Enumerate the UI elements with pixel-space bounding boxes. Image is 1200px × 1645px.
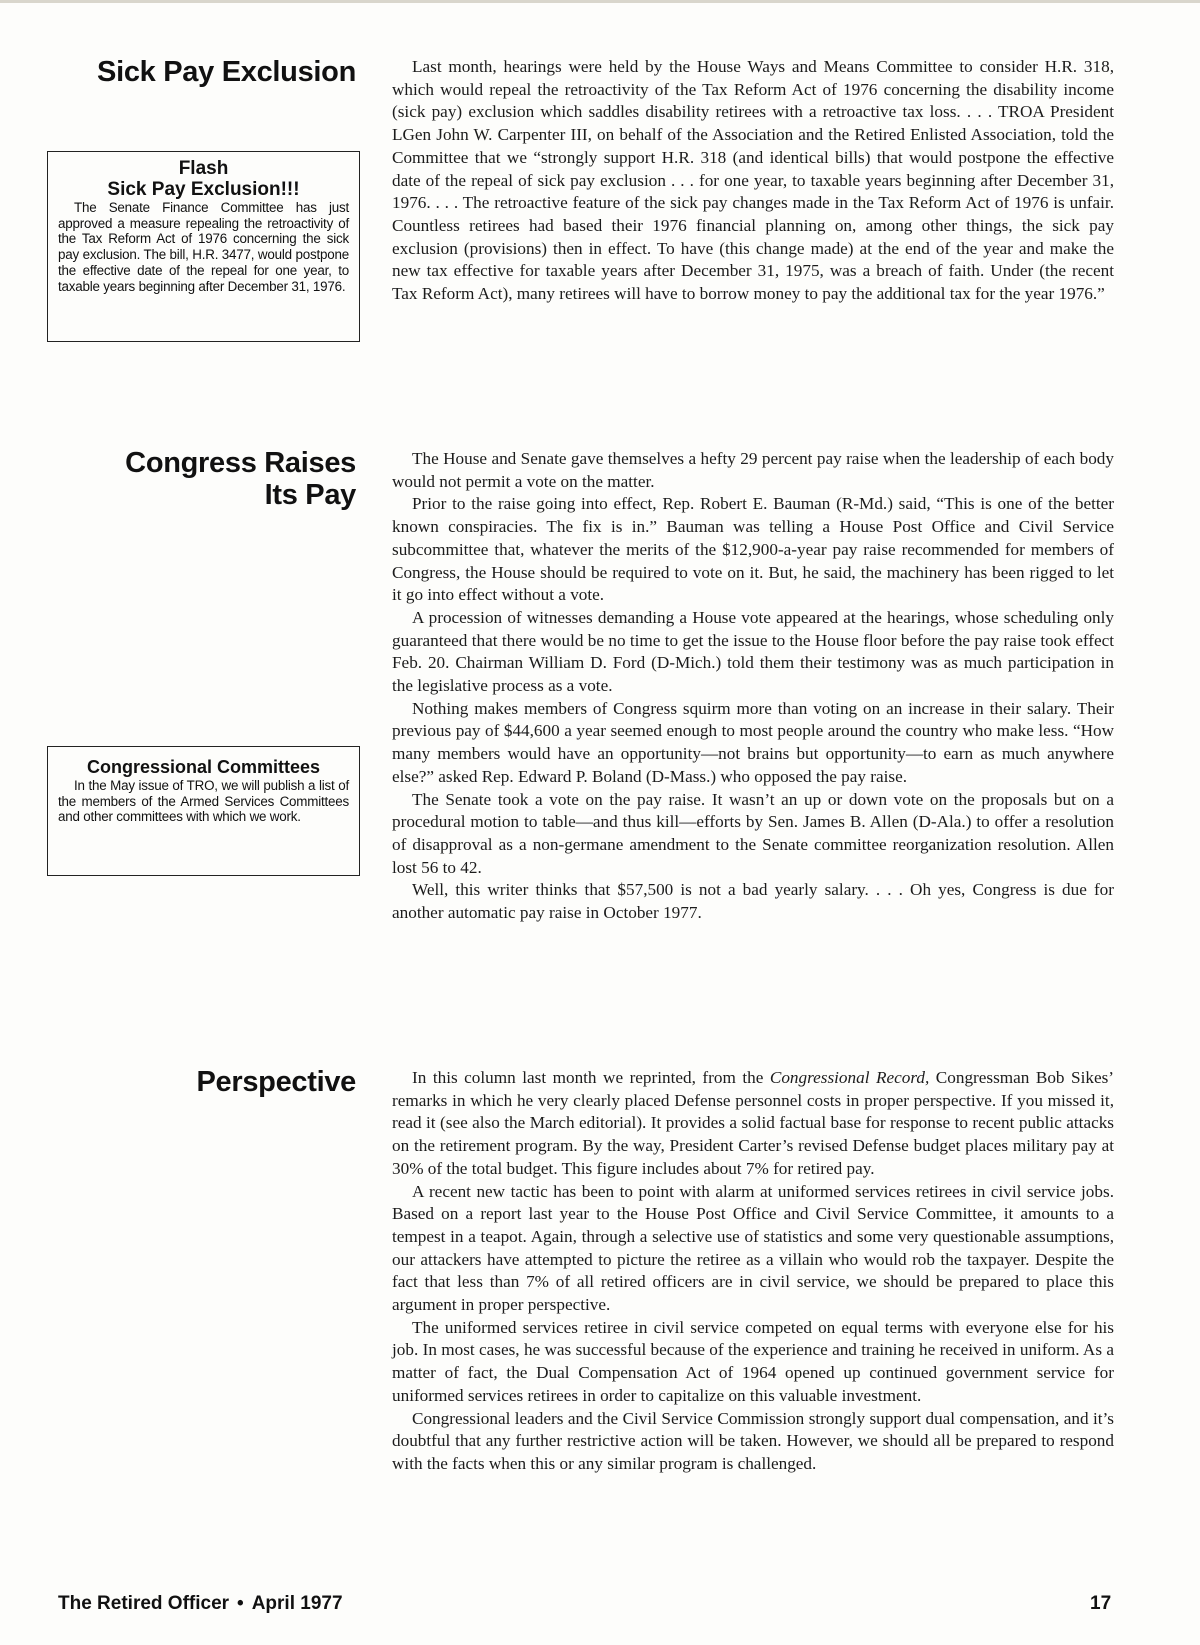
footer-publication-line	[58, 1593, 343, 1615]
article-sick-pay-exclusion	[392, 56, 1114, 306]
congressional-committees-sidebox	[47, 746, 360, 876]
flash-subtitle: Sick Pay Exclusion!!!	[107, 179, 300, 200]
committees-body: In the May issue of TRO, we will publish a list of the members of the Armed Services Committees and other committees with which we work.	[58, 778, 349, 825]
congressional-record-title: Congressional Record,	[769, 1068, 930, 1087]
perspective-paragraph-4: Congressional leaders and the Civil Service Commission strongly support dual compensation, and it’s doubtful that any further restrictive action will be taken. However, we should all be prepared to respond with the facts when this or any similar program is challenged.	[392, 1408, 1114, 1473]
heading-perspective: Perspective	[196, 1066, 356, 1098]
flash-sidebox	[47, 151, 360, 342]
perspective-paragraph-3: The uniformed services retiree in civil service competed on equal terms with everyone else for his job. In most cases, he was successful because of the experience and training he received in uniform. As a matter of fact, the Dual Compensation Act of 1964 opened up continued government service for uniformed services retirees in order to capitalize on this valuable investment.	[392, 1317, 1114, 1405]
footer-publication-name: The Retired Officer	[58, 1593, 230, 1614]
congress-paragraph-2: Prior to the raise going into effect, Rep. Robert E. Bauman (R-Md.) said, “This is one of the better known conspiracies. The fix is in.” Bauman was telling a House Post Office and Civil Service subcommittee that, whatever the merits of the $12,900-a-year pay raise recommended for members of Congress, the House should be required to vote on it. But, he said, the machinery has been rigged to let it go into effect without a vote.	[392, 494, 1114, 605]
congress-paragraph-4: Nothing makes members of Congress squirm more than voting on an increase in their salary. Their previous pay of $44,600 a year seemed enough to most people around the country who make less. “How many members would have an opportunity—not brains but opportunity—to earn as much anywhere else?” asked Rep. Edward P. Boland (D-Mass.) who opposed the pay raise.	[392, 698, 1114, 786]
sick-pay-paragraph-1: Last month, hearings were held by the House Ways and Means Committee to consider H.R. 318, which would repeal the retroactivity of the Tax Reform Act of 1976 concerning the disability income (sick pay) exclusion which saddles disability retirees with a retroactive tax loss. . . . TROA President LGen John W. Carpenter III, on behalf of the Association and the Retired Enlisted Association, told the Committee that we “strongly support H.R. 318 (and identical bills) that would postpone the effective date of the repeal of sick pay exclusion . . . for one year, to taxable years beginning after December 31, 1976. . . . The retroactive feature of the sick pay changes made in the Tax Reform Act of 1976 is unfair. Countless retirees had based their 1976 financial planning on, among other things, the sick pay exclusion (provisions) then in effect. To have (this change made) at the end of the year and make the new tax effective for taxable years after December 31, 1975, was a breach of faith. Under (the recent Tax Reform Act), many retirees will have to borrow money to pay the additional tax for the year 1976.”	[392, 57, 1114, 304]
flash-title: Flash	[178, 158, 229, 179]
footer-issue-date: April 1977	[251, 1593, 343, 1614]
congress-paragraph-5: The Senate took a vote on the pay raise. It wasn’t an up or down vote on the proposals but on a procedural motion to table—and thus kill—efforts by Sen. James B. Allen (D-Ala.) to offer a resolution of disapproval as a non-germane amendment to the Senate committee reorganization resolution. Allen lost 56 to 42.	[392, 789, 1114, 877]
heading-sick-pay-exclusion: Sick Pay Exclusion	[97, 56, 356, 88]
flash-body: The Senate Finance Committee has just approved a measure repealing the retroactivity of the Tax Reform Act of 1976 concerning the sick pay exclusion. The bill, H.R. 3477, would postpone the effective date of the repeal for one year, to taxable years beginning after December 31, 1976.	[58, 200, 349, 294]
perspective-p1-after: Congressman Bob Sikes’ remarks in which he very clearly placed Defense personnel costs in proper perspective. If you missed it, read it (see also the March editorial). It provides a solid factual base for response to recent public attacks on the retirement program. By the way, President Carter’s revised Defense budget places military pay at 30% of the total budget. This figure includes about 7% for retired pay.	[392, 1068, 1115, 1178]
page-number: 17	[1090, 1593, 1112, 1614]
footer-bullet: •	[237, 1593, 244, 1614]
congress-paragraph-6: Well, this writer thinks that $57,500 is not a bad yearly salary. . . . Oh yes, Congress is due for another automatic pay raise in October 1977.	[392, 880, 1114, 923]
heading-congress-raises-its-pay	[125, 447, 356, 511]
perspective-p1-before: In this column last month we reprinted, from the	[412, 1068, 770, 1087]
perspective-paragraph-1	[392, 1067, 1114, 1181]
congress-paragraph-1: The House and Senate gave themselves a hefty 29 percent pay raise when the leadership of each body would not permit a vote on the matter.	[392, 449, 1114, 491]
heading-congress-line2: Its Pay	[264, 479, 356, 511]
top-edge-rule	[0, 0, 1200, 3]
article-perspective	[392, 1067, 1114, 1476]
committees-title: Congressional Committees	[86, 757, 321, 777]
heading-congress-line1: Congress Raises	[125, 447, 356, 479]
congress-paragraph-3: A procession of witnesses demanding a House vote appeared at the hearings, whose scheduling only guaranteed that there would be no time to get the issue to the House floor before the pay raise took effect Feb. 20. Chairman William D. Ford (D-Mich.) told them their testimony was as much participation in the legislative process as a vote.	[392, 607, 1114, 696]
article-congress-raises-its-pay	[392, 448, 1114, 925]
perspective-paragraph-2: A recent new tactic has been to point with alarm at uniformed services retirees in civil service jobs. Based on a report last year to the House Post Office and Civil Service Committee, it amounts to a tempest in a teapot. Again, through a selective use of statistics and some very questionable assumptions, our attackers have attempted to picture the retiree as a villain who would rob the taxpayer. Despite the fact that less than 7% of all retired officers are in civil service, we should be prepared to place this argument in proper perspective.	[392, 1181, 1114, 1315]
